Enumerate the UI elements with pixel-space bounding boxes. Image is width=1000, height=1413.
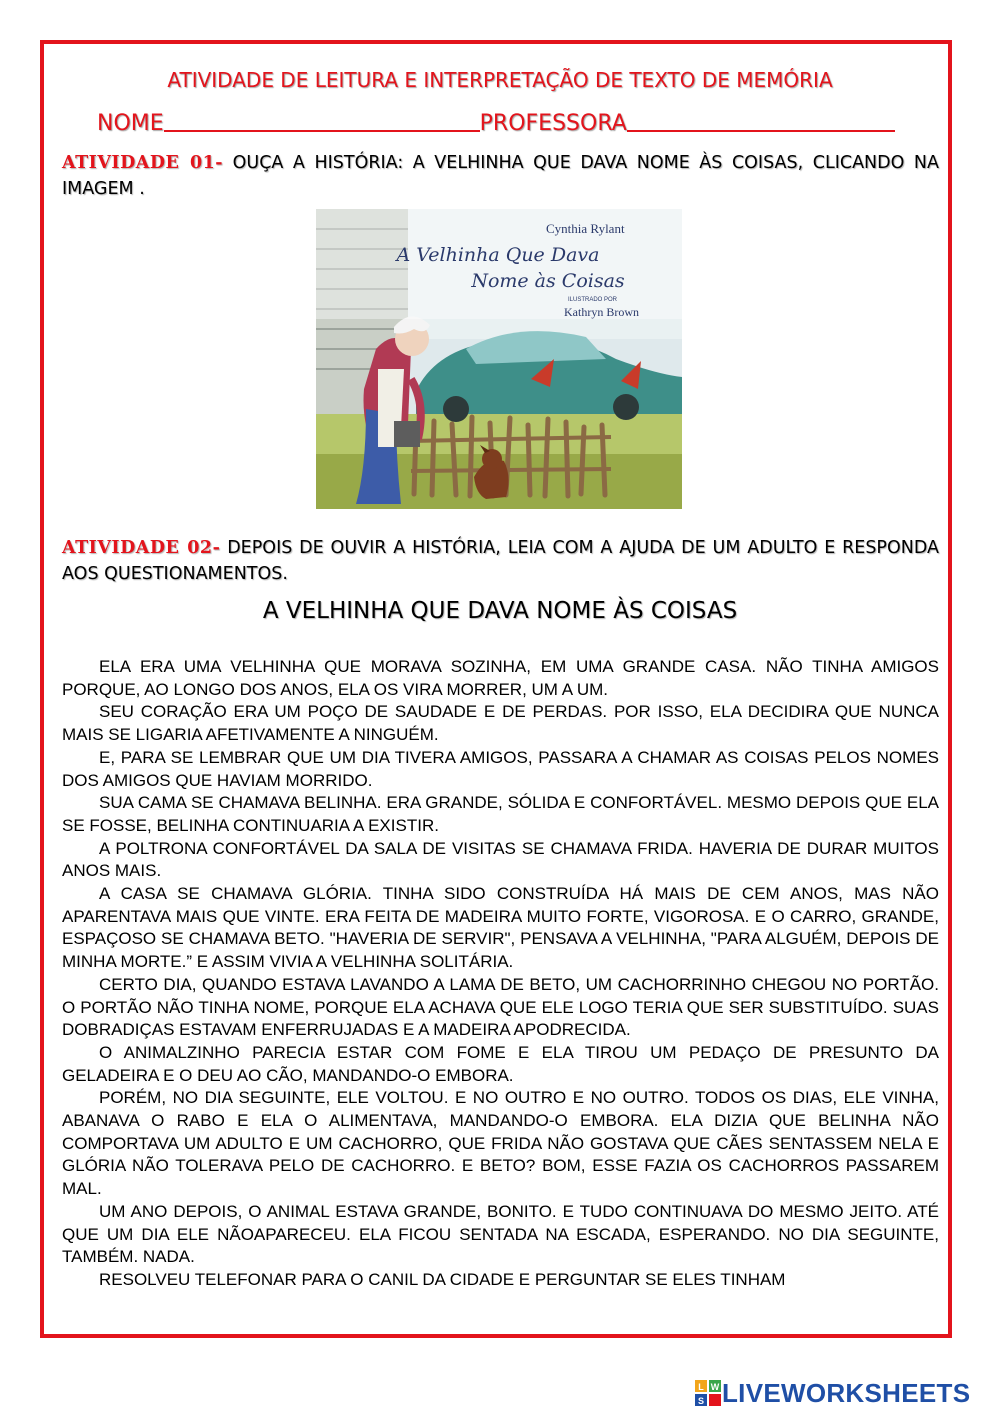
teacher-label: PROFESSORA	[479, 111, 627, 136]
story-paragraph: SUA CAMA SE CHAMAVA BELINHA. ERA GRANDE, SÓLIDA E CONFORTÁVEL. MESMO DEPOIS QUE ELA SE FOSSE, BELINHA CONTINUARIA A EXISTIR.	[62, 793, 939, 835]
cover-title-line-2: Nome às Coisas	[471, 270, 625, 292]
story-paragraph: RESOLVEU TELEFONAR PARA O CANIL DA CIDADE E PERGUNTAR SE ELES TINHAM	[99, 1269, 786, 1289]
activity-1-text: OUÇA A HISTÓRIA: A VELHINHA QUE DAVA NOME ÀS COISAS, CLICANDO NA IMAGEM .	[62, 153, 939, 199]
svg-text:W: W	[710, 1382, 720, 1392]
svg-text:S: S	[697, 1396, 705, 1406]
book-cover-illustration	[316, 209, 682, 509]
cover-title-line-1: A Velhinha Que Dava	[396, 244, 600, 266]
activity-1	[62, 150, 939, 202]
story-paragraph: UM ANO DEPOIS, O ANIMAL ESTAVA GRANDE, BONITO. E TUDO CONTINUAVA DO MESMO JEITO. ATÉ QUE UM DIA ELE NÃOAPARECEU. ELA FICOU SENTADA NA ESCADA, ESPERANDO. NO DIA SEGUINTE, TAMBÉM. NADA.	[62, 1201, 939, 1267]
cover-illustrated-by: ILUSTRADO POR	[568, 297, 618, 303]
story-paragraph: A CASA SE CHAMAVA GLÓRIA. TINHA SIDO CONSTRUÍDA HÁ MAIS DE CEM ANOS, MAS NÃO APARENTAVA MAIS QUE VINTE. ERA FEITA DE MADEIRA MUITO FORTE, VIGOROSA. E O CARRO, GRANDE, ESPAÇOSO SE CHAMAVA BETO. "HAVERIA DE SERVIR", PENSAVA A VELHINHA, "PARA ALGUÉM, DEPOIS DE MINHA MORTE.” E ASSIM VIVIA A VELHINHA SOLITÁRIA.	[62, 884, 939, 972]
activity-1-label: ATIVIDADE 01-	[62, 153, 224, 173]
story-paragraph: SEU CORAÇÃO ERA UM POÇO DE SAUDADE E DE PERDAS. POR ISSO, ELA DECIDIRA QUE NUNCA MAIS SE LIGARIA AFETIVAMENTE A NINGUÉM.	[62, 702, 939, 745]
teacher-field[interactable]	[627, 108, 895, 132]
name-label: NOME	[97, 111, 164, 136]
story-paragraph: PORÉM, NO DIA SEGUINTE, ELE VOLTOU. E NO OUTRO E NO OUTRO. TODOS OS DIAS, ELE VINHA, ABANAVA O RABO E ELA O ALIMENTAVA, MANDANDO-O EMBORA. ELA DIZIA QUE BELINHA NÃO COMPORTAVA UM ADULTO E UM CACHORRO, QUE FRIDA NÃO GOSTAVA QUE CÃES SENTASSEM NELA E GLÓRIA NÃO TOLERAVA PELO DE CACHORRO. E BETO? BOM, ESSE FAZIA OS CACHORROS PASSAREM MAL.	[62, 1088, 939, 1199]
story-paragraph: CERTO DIA, QUANDO ESTAVA LAVANDO A LAMA DE BETO, UM CACHORRINHO CHEGOU NO PORTÃO. O PORTÃO NÃO TINHA NOME, PORQUE ELA ACHAVA QUE ELE LOGO TERIA QUE SER SUBSTITUÍDO. SUAS DOBRADIÇAS ESTAVAM ENFERRUJADAS E A MADEIRA APODRECIDA.	[62, 974, 939, 1040]
story-text	[62, 656, 939, 1292]
story-title: A VELHINHA QUE DAVA NOME ÀS COISAS	[262, 598, 738, 624]
liveworksheets-brand: LIVEWORKSHEETS	[722, 1377, 971, 1408]
worksheet-title: ATIVIDADE DE LEITURA E INTERPRETAÇÃO DE TEXTO DE MEMÓRIA	[167, 68, 833, 92]
cover-author: Cynthia Rylant	[546, 221, 625, 236]
story-paragraph: O ANIMALZINHO PARECIA ESTAR COM FOME E ELA TIROU UM PEDAÇO DE PRESUNTO DA GELADEIRA E O DEU AO CÃO, MANDANDO-O EMBORA.	[62, 1042, 939, 1085]
student-info-line	[97, 108, 895, 136]
liveworksheets-icon	[694, 1379, 722, 1407]
story-paragraph: ELA ERA UMA VELHINHA QUE MORAVA SOZINHA, EM UMA GRANDE CASA. NÃO TINHA AMIGOS PORQUE, AO LONGO DOS ANOS, ELA OS VIRA MORRER, UM A UM.	[62, 657, 939, 699]
book-cover-image[interactable]	[316, 209, 682, 509]
activity-2-text: DEPOIS DE OUVIR A HISTÓRIA, LEIA COM A AJUDA DE UM ADULTO E RESPONDA AOS QUESTIONAMENTOS.	[62, 538, 939, 584]
story-paragraph: A POLTRONA CONFORTÁVEL DA SALA DE VISITAS SE CHAMAVA FRIDA. HAVERIA DE DURAR MUITOS ANOS MAIS.	[62, 838, 939, 881]
activity-2	[62, 535, 939, 587]
name-field[interactable]	[164, 108, 480, 132]
activity-2-label: ATIVIDADE 02-	[62, 538, 221, 558]
cover-illustrator: Kathryn Brown	[564, 305, 639, 319]
story-paragraph: E, PARA SE LEMBRAR QUE UM DIA TIVERA AMIGOS, PASSARA A CHAMAR AS COISAS PELOS NOMES DOS AMIGOS QUE HAVIAM MORRIDO.	[62, 747, 939, 790]
svg-text:L: L	[698, 1382, 704, 1392]
liveworksheets-logo[interactable]	[694, 1378, 970, 1408]
